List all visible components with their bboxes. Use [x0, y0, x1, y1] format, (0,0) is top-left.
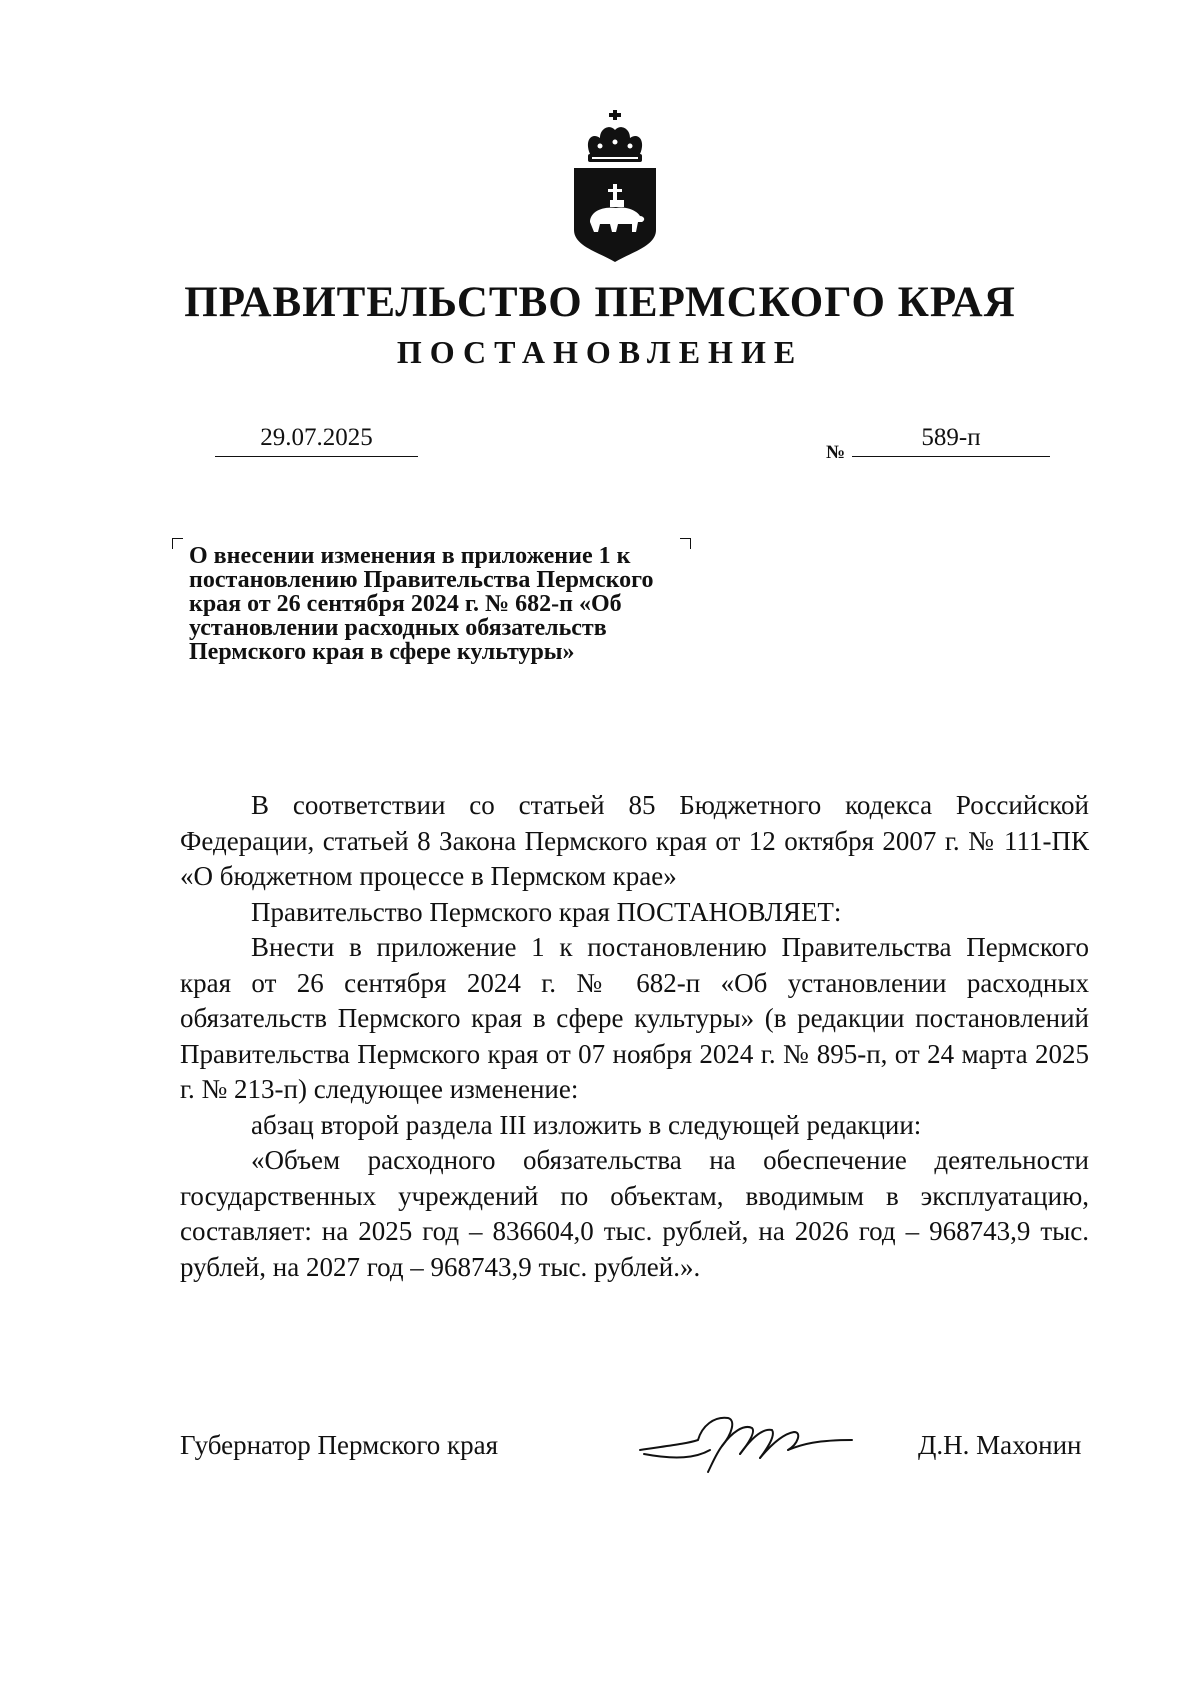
document-body	[180, 788, 1089, 1285]
document-subject: О внесении изменения в приложение 1 к постановлению Правительства Пермского края от 26 сентября 2024 г. № 682-п «Об установлении расходных обязательств Пермского края в сфере культуры»	[189, 543, 654, 665]
coat-of-arms-icon	[570, 110, 660, 262]
document-type: ПОСТАНОВЛЕНИЕ	[396, 334, 804, 370]
signatory-name: Д.Н. Махонин	[918, 1430, 1082, 1460]
document-number: 589-п	[852, 424, 1050, 457]
number-label: №	[826, 442, 846, 463]
body-paragraph: Внести в приложение 1 к постановлению Правительства Пермского края от 26 сентября 2024 г. № 682-п «Об установлении расходных обязательств Пермского края в сфере культуры» (в редакции постановлений Правительства Пермского края от 07 ноября 2024 г. № 895-п, от 24 марта 2025 г. № 213-п) следующее изменение:	[180, 932, 1089, 1104]
handwritten-signature-icon	[636, 1410, 856, 1480]
government-title: ПРАВИТЕЛЬСТВО ПЕРМСКОГО КРАЯ	[184, 279, 1016, 326]
body-paragraph: «Объем расходного обязательства на обеспечение деятельности государственных учреждений по объектам, вводимым в эксплуатацию, составляет: на 2025 год – 836604,0 тыс. рублей, на 2026 год – 968743,9 тыс. рублей, на 2027 год – 968743,9 тыс. рублей.».	[180, 1145, 1089, 1282]
subject-corner-left	[172, 538, 183, 549]
signatory-title: Губернатор Пермского края	[180, 1430, 499, 1460]
body-paragraph: Правительство Пермского края ПОСТАНОВЛЯЕТ:	[251, 896, 842, 927]
document-date: 29.07.2025	[215, 424, 418, 457]
body-paragraph: абзац второй раздела III изложить в следующей редакции:	[251, 1109, 922, 1140]
body-paragraph: В соответствии со статьей 85 Бюджетного кодекса Российской Федерации, статьей 8 Закона Пермского края от 12 октября 2007 г. № 111-ПК «О бюджетном процессе в Пермском крае»	[180, 790, 1089, 891]
